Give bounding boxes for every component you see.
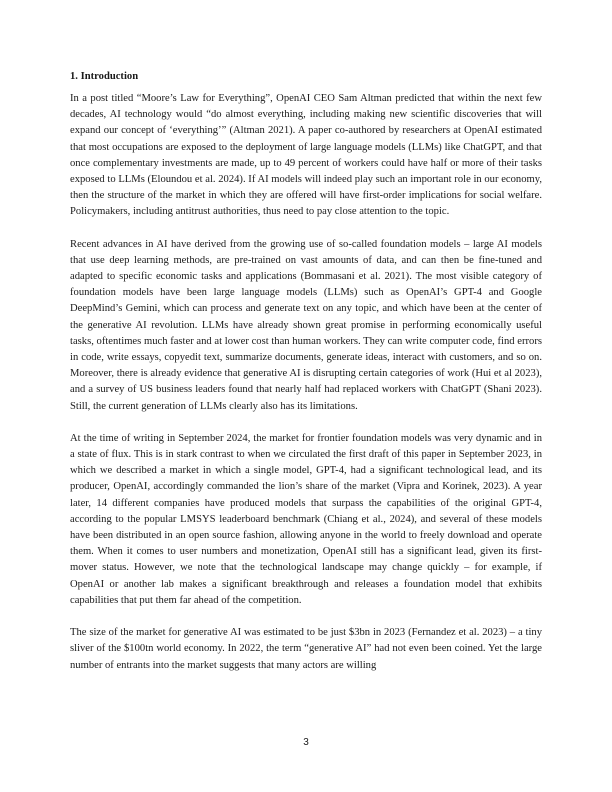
paragraph-1: In a post titled “Moore’s Law for Everything”, OpenAI CEO Sam Altman predicted that within the next few decades, AI technology would “do almost everything, including making new scientific discoveries that will expand our concept of ‘everything’” (Altman 2021). A paper co-authored by researchers at OpenAI estimated that most occupations are exposed to the deployment of large language models (LLMs) like ChatGPT, and that once complementary investments are made, up to 49 percent of workers could have half or more of their tasks exposed to LLMs (Eloundou et al. 2024). If AI models will indeed play such an important role in our economy, then the structure of the market in which they are offered will have first-order implications for social welfare. Policymakers, including antitrust authorities, thus need to pay close attention to the topic. bbox=[70, 93, 542, 218]
section-heading: 1. Introduction bbox=[70, 71, 139, 82]
page-body bbox=[70, 70, 542, 690]
paragraph-3: At the time of writing in September 2024, the market for frontier foundation models was very dynamic and in a state of flux. This is in stark contrast to when we circulated the first draft of this paper in September 2023, in which we described a market in which a single model, GPT-4, had a significant technological lead, and its producer, OpenAI, accordingly commanded the lion’s share of the market (Vipra and Korinek, 2023). A year later, 14 different companies have produced models that surpass the capabilities of the original GPT-4, according to the popular LMSYS leaderboard benchmark (Chiang et al., 2024), and several of these models have been distributed in an open source fashion, allowing anyone in the world to freely download and operate them. When it comes to user numbers and monetization, OpenAI still has a significant lead, given its first-mover status. However, we note that the technological landscape may change quickly – for example, if OpenAI or another lab makes a significant breakthrough and releases a foundation model that exhibits capabilities that put them far ahead of the competition. bbox=[70, 432, 542, 606]
paragraph-4: The size of the market for generative AI was estimated to be just $3bn in 2023 (Fernandez et al. 2023) – a tiny sliver of the $100tn world economy. In 2022, the term “generative AI” had not even been coined. Yet the large number of entrants into the market suggests that many actors are willing bbox=[70, 627, 542, 671]
page-number: 3 bbox=[303, 737, 309, 748]
paragraph-2: Recent advances in AI have derived from the growing use of so-called foundation models – large AI models that use deep learning methods, are pre-trained on vast amounts of data, and can then be fine-tuned and adapted to specific economic tasks and applications (Bommasani et al. 2021). The most visible category of foundation models have been large language models (LLMs) such as OpenAI’s GPT-4 and Google DeepMind’s Gemini, which can process and generate text on any topic, and which have been at the center of the generative AI revolution. LLMs have already shown great promise in performing economically useful tasks, oftentimes much faster and at lower cost than human workers. They can write computer code, find errors in code, write essays, copyedit text, summarize documents, generate ideas, interact with customers, and so on. Moreover, there is already evidence that generative AI is disrupting certain categories of work (Hui et al 2023), and a survey of US business leaders found that nearly half had replaced workers with ChatGPT (Shani 2023). Still, the current generation of LLMs clearly also has its limitations. bbox=[70, 238, 542, 412]
